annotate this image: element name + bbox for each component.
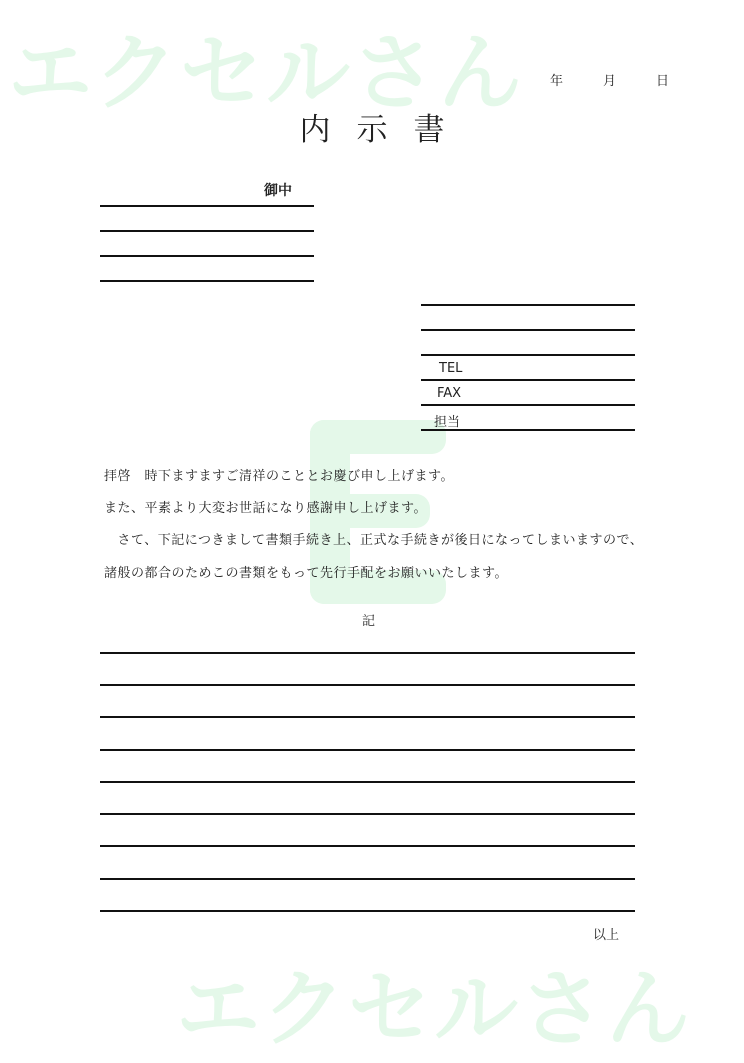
detail-line[interactable]	[100, 813, 635, 815]
detail-line[interactable]	[100, 910, 635, 912]
body-line-2: また、平素より大変お世話になり感謝申し上げます。	[104, 501, 427, 516]
contact-line[interactable]	[421, 429, 635, 431]
body-line-3: さて、下記につきまして書類手続き上、正式な手続きが後日になってしまいますので、	[104, 533, 644, 548]
sender-line[interactable]	[421, 329, 635, 331]
date-day: 日	[656, 74, 670, 89]
detail-line[interactable]	[100, 716, 635, 718]
tel-line[interactable]	[421, 379, 635, 381]
recipient-line[interactable]	[100, 280, 314, 282]
ki-label: 記	[362, 614, 376, 629]
detail-line[interactable]	[100, 845, 635, 847]
watermark-top: エクセルさん	[8, 24, 525, 122]
body-line-1: 拝啓 時下ますますご清祥のこととお慶び申し上げます。	[104, 469, 454, 484]
closing-label: 以上	[593, 928, 620, 943]
watermark-bottom: エクセルさん	[176, 960, 693, 1058]
body-line-4: 諸般の都合のためこの書類をもって先行手配をお願いいたします。	[104, 566, 508, 581]
contact-label: 担当	[434, 415, 461, 430]
recipient-suffix: 御中	[264, 183, 292, 199]
date-year: 年	[550, 74, 564, 89]
sender-line[interactable]	[421, 354, 635, 356]
detail-line[interactable]	[100, 749, 635, 751]
date-month: 月	[603, 74, 617, 89]
sender-line[interactable]	[421, 304, 635, 306]
page-title: 内示書	[299, 112, 471, 148]
detail-line[interactable]	[100, 878, 635, 880]
recipient-line[interactable]	[100, 230, 314, 232]
fax-label: FAX	[437, 386, 462, 401]
detail-line[interactable]	[100, 684, 635, 686]
detail-line[interactable]	[100, 652, 635, 654]
recipient-line[interactable]	[100, 255, 314, 257]
recipient-line[interactable]	[100, 205, 314, 207]
tel-label: TEL	[439, 361, 463, 376]
fax-line[interactable]	[421, 404, 635, 406]
detail-line[interactable]	[100, 781, 635, 783]
